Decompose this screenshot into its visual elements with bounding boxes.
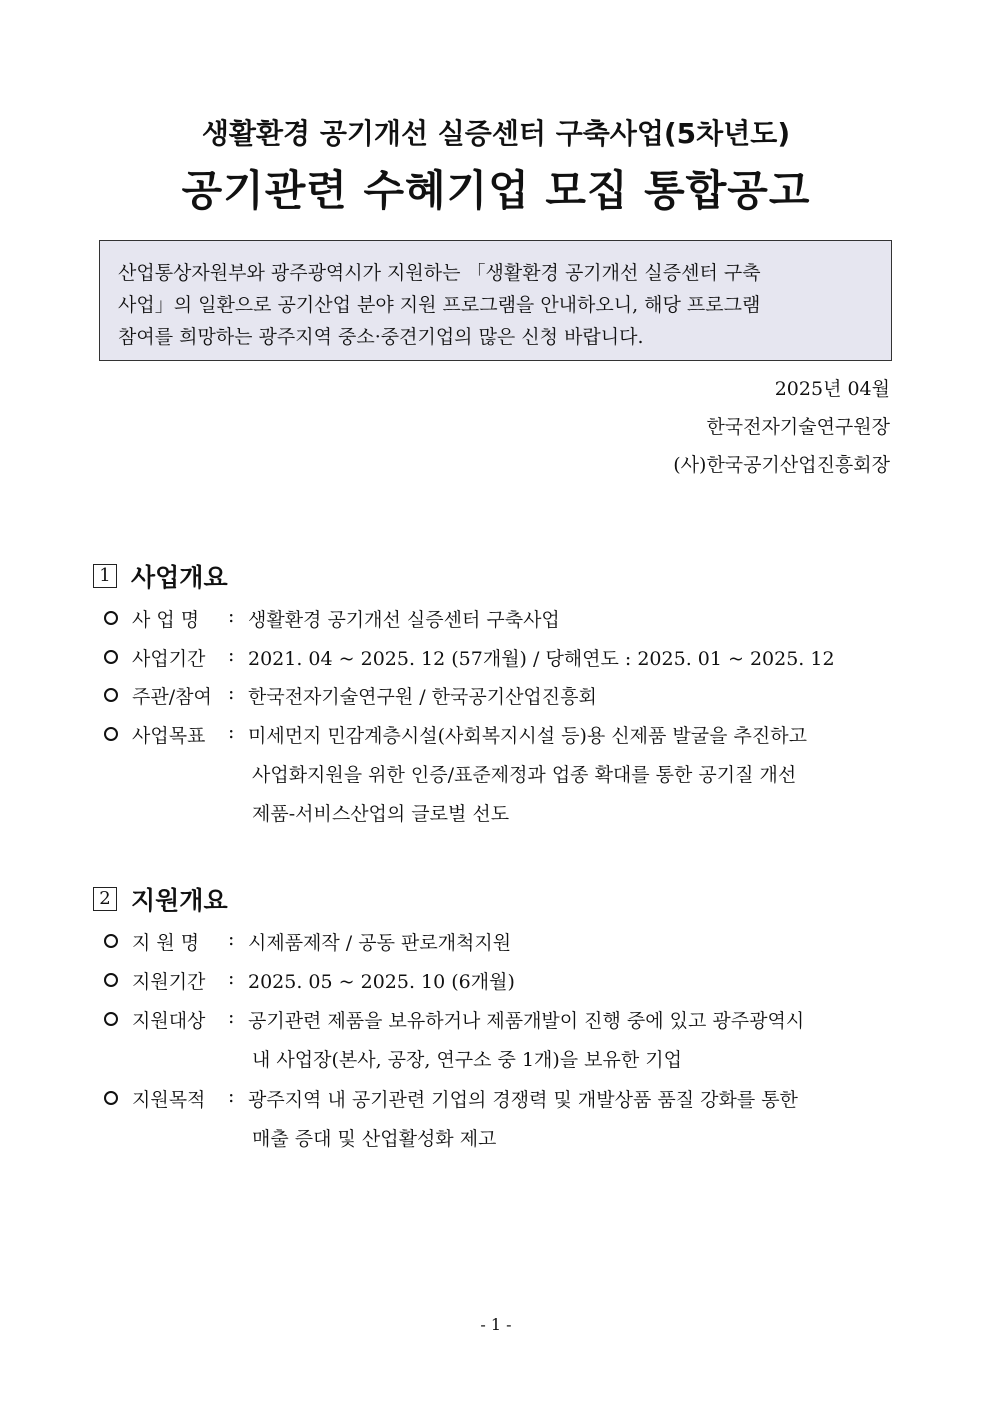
item-value-continuation: 매출 증대 및 산업활성화 제고 (252, 1128, 497, 1150)
intro-line: 산업통상자원부와 광주광역시가 지원하는 「생활환경 공기개선 실증센터 구축 (118, 262, 761, 284)
list-item (104, 1006, 804, 1033)
document-title: 공기관련 수혜기업 모집 통합공고 (181, 166, 811, 215)
item-colon: : (228, 605, 235, 627)
section-heading-1 (93, 558, 228, 594)
issue-date: 2025년 04월 (774, 378, 890, 400)
item-value: 공기관련 제품을 보유하거나 제품개발이 진행 중에 있고 광주광역시 (248, 1010, 805, 1032)
item-label: 지원목적 (132, 1089, 206, 1111)
item-colon: : (228, 928, 235, 950)
item-label: 사업기간 (132, 648, 206, 670)
section-title: 지원개요 (131, 886, 228, 915)
list-item (104, 967, 515, 994)
item-colon: : (228, 644, 235, 666)
item-value: 한국전자기술연구원 / 한국공기산업진흥회 (248, 686, 597, 708)
list-item (104, 644, 835, 671)
list-item (104, 605, 560, 632)
item-value: 시제품제작 / 공동 판로개척지원 (248, 932, 512, 954)
item-value: 2021. 04 ~ 2025. 12 (57개월) / 당해연도 : 2025. 01 ~ 2025. 12 (248, 648, 835, 670)
circle-bullet-icon (104, 1091, 118, 1105)
section-number: 1 (93, 564, 117, 588)
item-value: 생활환경 공기개선 실증센터 구축사업 (248, 609, 560, 631)
list-item (104, 928, 511, 955)
item-label: 주관/참여 (132, 686, 212, 708)
circle-bullet-icon (104, 688, 118, 702)
section-title: 사업개요 (131, 563, 228, 592)
item-colon: : (228, 967, 235, 989)
intro-line: 사업」의 일환으로 공기산업 분야 지원 프로그램을 안내하오니, 해당 프로그램 (118, 294, 761, 316)
item-value: 광주지역 내 공기관련 기업의 경쟁력 및 개발상품 품질 강화를 통한 (248, 1089, 798, 1111)
section-number: 2 (93, 887, 117, 911)
circle-bullet-icon (104, 650, 118, 664)
item-colon: : (228, 1085, 235, 1107)
list-item (104, 1085, 798, 1112)
item-value-continuation: 제품-서비스산업의 글로벌 선도 (252, 803, 510, 825)
circle-bullet-icon (104, 1012, 118, 1026)
circle-bullet-icon (104, 727, 118, 741)
item-label: 지원대상 (132, 1010, 206, 1032)
list-item (104, 682, 597, 709)
circle-bullet-icon (104, 611, 118, 625)
issuer-org-2: (사)한국공기산업진흥회장 (673, 454, 890, 476)
item-label: 사 업 명 (132, 609, 200, 631)
circle-bullet-icon (104, 934, 118, 948)
item-colon: : (228, 1006, 235, 1028)
item-colon: : (228, 721, 235, 743)
page-number: - 1 - (480, 1315, 512, 1334)
item-label: 지 원 명 (132, 932, 200, 954)
section-heading-2 (93, 881, 228, 917)
intro-line: 참여를 희망하는 광주지역 중소·중견기업의 많은 신청 바랍니다. (118, 326, 644, 348)
item-value: 미세먼지 민감계층시설(사회복지시설 등)용 신제품 발굴을 추진하고 (248, 725, 807, 747)
item-label: 지원기간 (132, 971, 206, 993)
intro-box (99, 240, 892, 361)
item-colon: : (228, 682, 235, 704)
item-value: 2025. 05 ~ 2025. 10 (6개월) (248, 971, 515, 993)
item-label: 사업목표 (132, 725, 206, 747)
document-subtitle: 생활환경 공기개선 실증센터 구축사업(5차년도) (201, 117, 791, 150)
issuer-org-1: 한국전자기술연구원장 (706, 416, 890, 438)
item-value-continuation: 사업화지원을 위한 인증/표준제정과 업종 확대를 통한 공기질 개선 (252, 764, 797, 786)
item-value-continuation: 내 사업장(본사, 공장, 연구소 중 1개)을 보유한 기업 (252, 1049, 682, 1071)
circle-bullet-icon (104, 973, 118, 987)
list-item (104, 721, 807, 748)
